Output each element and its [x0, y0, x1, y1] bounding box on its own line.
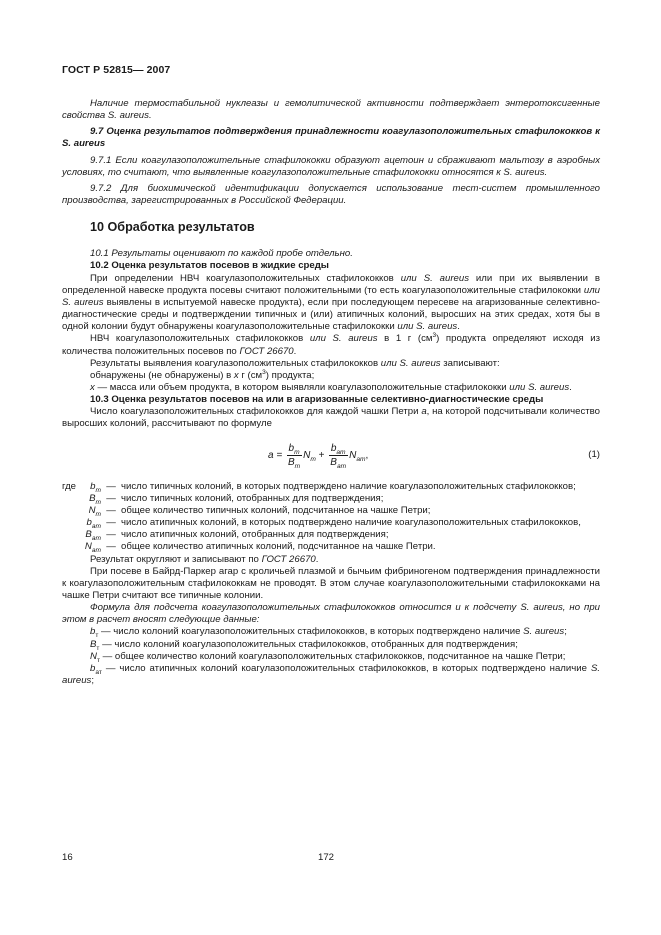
page-body: [62, 98, 600, 687]
definition-row: $b_{ат}$ — число атипичных колоний, в которых подтверждено наличие коагулазоположительных стафилококков,: [86, 517, 581, 530]
paragraph-10-2-b: НВЧ коагулазоположительных стафилококков или S. aureus в 1 г $(см^3)$ продукта определяют исходя из количества положительных посевов по ГОСТ 26670.: [62, 332, 601, 357]
paragraph-10-1: 10.1 Результаты оценивают по каждой пробе отдельно.: [90, 248, 353, 260]
section-title-10: 10 Обработка результатов: [90, 220, 255, 235]
paragraph-9-7-2: 9.7.2 Для биохимической идентификации допускается использование тест-систем промышленного производства, зарегистрированных в Российской Федерации.: [62, 182, 600, 207]
formula-definitions: [62, 481, 600, 554]
formula-expression: a = $\frac{b_т}{B_т}$ $N_т$ + $\frac{b_{ат}}{B_{ат}}$ $N_{ат}$ ,: [268, 443, 369, 471]
paragraph-9-7-1: 9.7.1 Если коагулазоположительные стафилококки образуют ацетоин и сбраживают мальтозу в аэробных условиях, то считают, что выявленные коагулазоположительные стафилококки относятся к S. aureus.: [62, 154, 600, 178]
paragraph-10-2-c: Результаты выявления коагулазоположительных стафилококков или S. aureus записывают:: [90, 357, 500, 369]
paragraph-nuclease: Наличие термостабильной нуклеазы и гемолитической активности подтверждает энтеротоксигенные свойства S. aureus.: [62, 98, 600, 122]
paragraph-formula-note: Формула для подсчета коагулазоположительных стафилококков относится и к подсчету S. aureus, но при этом в расчет вносят следующие данные:: [62, 602, 600, 626]
paragraph-10-2-e: х — масса или объем продукта, в котором выявляли коагулазоположительные стафилококки или S. aureus.: [90, 381, 572, 393]
page-number-center: 172: [318, 852, 335, 863]
paragraph-def-B-t: $B_т$ — число колоний коагулазоположительных стафилококков, отобранных для подтверждения;: [90, 638, 518, 652]
paragraph-rounding: Результат округляют и записывают по ГОСТ 26670.: [90, 553, 319, 565]
heading-9-7: 9.7 Оценка результатов подтверждения принадлежности коагулазоположительных стафилококков к S. aureus: [62, 126, 600, 150]
paragraph-10-3-a: Число коагулазоположительных стафилококков для каждой чашки Петри а, на которой подсчитывали количество выросших колоний, рассчитывают по формуле: [62, 406, 600, 430]
paragraph-def-b-t: $b_т$ — число колоний коагулазоположительных стафилококков, в которых подтверждено наличие S. aureus;: [90, 626, 567, 640]
formula-1: [62, 437, 600, 477]
fraction-typical: $\frac{b_т}{B_т}$: [287, 443, 301, 471]
definition-row: $N_{ат}$ — общее количество атипичных колоний, подсчитанное на чашке Петри.: [84, 541, 436, 555]
document-header: ГОСТ Р 52815— 2007: [62, 64, 171, 76]
paragraph-10-2-d: обнаружены (не обнаружены) в х г $(см^3)$ продукта;: [90, 368, 315, 381]
definition-row: $B_{ат}$ — число атипичных колоний, отобранных для подтверждения;: [85, 529, 389, 543]
definition-row: $N_т$ — общее количество типичных колоний, подсчитанное на чашке Петри;: [88, 504, 431, 518]
page-number-left: 16: [62, 852, 73, 863]
heading-10-3: 10.3 Оценка результатов посевов на или в агаризованные селективно-диагностические среды: [90, 394, 544, 406]
heading-10-2: 10.2 Оценка результатов посевов в жидкие среды: [90, 260, 330, 272]
fraction-atypical: $\frac{b_{ат}}{B_{ат}}$: [330, 443, 347, 471]
paragraph-10-2-a: При определении НВЧ коагулазоположительных стафилококков или S. aureus или при их выявлении в определенной навеске продукта посевы считают положительными (то есть коагулазоположительные стафилококки или S. aureus выявлены в испытуемой навеске продукта), если при последующем пересеве на агаризованные селективно-диагностические среды и подтверждении типичных и (или) атипичных колоний, выросших на этих средах, хотя бы в одной колонии будут обнаружены коагулазоположительные стафилококки или S. aureus.: [62, 272, 600, 333]
definition-row: где $b_т$ — число типичных колоний, в которых подтверждено наличие коагулазоположительных стафилококков;: [62, 480, 576, 494]
paragraph-baird-parker: При посеве в Байрд-Паркер агар с кроличьей плазмой и бычьим фибриногеном подтверждения принадлежности к коагулазоположительным стафилококкам не проводят. В этом случае коагулазоположительными стафилококками на чашке Петри считают все типичные колонии.: [62, 565, 600, 601]
formula-number: (1): [588, 448, 600, 460]
definition-row: $B_т$ — число типичных колоний, отобранных для подтверждения;: [89, 492, 384, 506]
paragraph-def-b-at: $b_{ат}$ — число атипичных колоний коагулазоположительных стафилококков, в которых подтверждено наличие S. aureus;: [62, 662, 601, 687]
paragraph-def-N-t: $N_т$ — общее количество колоний коагулазоположительных стафилококков, подсчитанное на чашке Петри;: [90, 650, 566, 664]
formula-lhs: a =: [268, 449, 283, 461]
